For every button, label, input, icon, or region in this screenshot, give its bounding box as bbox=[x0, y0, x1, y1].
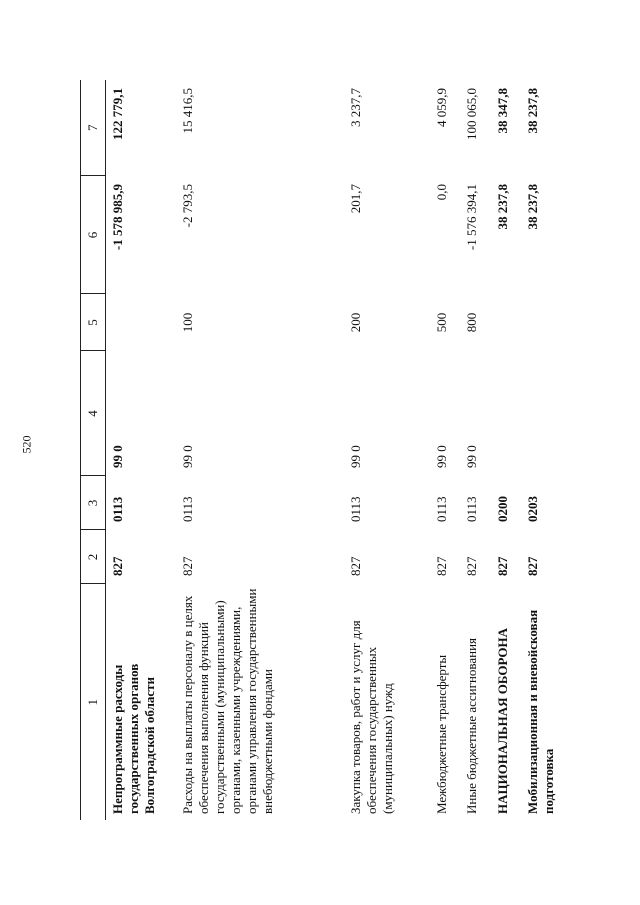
amount-total: 100 065,0 bbox=[463, 88, 479, 140]
amount-change: -1 578 985,9 bbox=[110, 184, 125, 251]
rotated-table-page bbox=[80, 80, 640, 820]
amount-change: 38 237,8 bbox=[524, 184, 540, 230]
target-article-code bbox=[521, 351, 575, 476]
table-row bbox=[430, 80, 460, 820]
row-name: НАЦИОНАЛЬНАЯ ОБОРОНА bbox=[494, 628, 510, 814]
section-code: 0113 bbox=[179, 496, 195, 522]
amount-change: 38 237,8 bbox=[494, 184, 510, 230]
column-header: 3 bbox=[81, 476, 106, 530]
amount-total: 38 347,8 bbox=[494, 88, 510, 134]
ministry-code: 827 bbox=[433, 556, 449, 576]
table-row bbox=[491, 80, 521, 820]
ministry-code: 827 bbox=[524, 556, 540, 576]
section-code: 0113 bbox=[110, 496, 125, 522]
expense-type-code: 800 bbox=[463, 312, 479, 333]
budget-table bbox=[80, 80, 575, 820]
row-name: Закупка товаров, работ и услуг для обеспечения государственных (муниципальных) нужд bbox=[347, 620, 395, 814]
column-header: 2 bbox=[81, 530, 106, 584]
section-code: 0113 bbox=[347, 496, 363, 522]
ministry-code: 827 bbox=[179, 556, 195, 576]
table-row bbox=[176, 80, 344, 820]
target-article-code: 99 0 bbox=[347, 445, 363, 468]
table-row bbox=[106, 80, 176, 820]
target-article-code: 99 0 bbox=[433, 445, 449, 468]
expense-type-code: 100 bbox=[179, 312, 195, 333]
section-code: 0203 bbox=[524, 496, 540, 522]
target-article-code: 99 0 bbox=[179, 445, 195, 468]
row-name: Мобилизационная и вневойсковая подготовка bbox=[524, 609, 556, 814]
ministry-code: 827 bbox=[494, 556, 510, 576]
table-row bbox=[344, 80, 430, 820]
column-header: 1 bbox=[81, 584, 106, 820]
table-row bbox=[521, 80, 575, 820]
ministry-code: 827 bbox=[463, 556, 479, 576]
section-code: 0200 bbox=[494, 496, 510, 522]
expense-type-code bbox=[106, 294, 176, 351]
amount-total: 15 416,5 bbox=[179, 88, 195, 134]
amount-change: -1 576 394,1 bbox=[463, 184, 479, 251]
target-article-code: 99 0 bbox=[463, 445, 479, 468]
target-article-code: 99 0 bbox=[110, 445, 125, 468]
amount-total: 3 237,7 bbox=[347, 88, 363, 127]
expense-type-code bbox=[491, 294, 521, 351]
amount-change: -2 793,5 bbox=[179, 184, 195, 228]
row-name: Расходы на выплаты персоналу в целях обеспечения выполнения функций государственными (муниципальными) органами, казенными учреждениями, органами управления государственными внебюджетными фондами bbox=[179, 588, 275, 814]
column-header: 4 bbox=[81, 351, 106, 476]
column-header: 6 bbox=[81, 176, 106, 294]
header-row bbox=[81, 80, 106, 820]
expense-type-code bbox=[521, 294, 575, 351]
amount-total: 122 779,1 bbox=[110, 88, 125, 140]
table-row bbox=[460, 80, 491, 820]
section-code: 0113 bbox=[463, 496, 479, 522]
page-number: 520 bbox=[19, 435, 34, 454]
amount-total: 38 237,8 bbox=[524, 88, 540, 134]
ministry-code: 827 bbox=[347, 556, 363, 576]
ministry-code: 827 bbox=[110, 556, 125, 576]
expense-type-code: 200 bbox=[347, 312, 363, 333]
amount-total: 4 059,9 bbox=[433, 88, 449, 127]
row-name: Непрограммные расходы государственных органов Волгоградской области bbox=[110, 663, 157, 814]
row-name: Межбюджетные трансферты bbox=[433, 654, 449, 814]
amount-change: 201,7 bbox=[347, 184, 363, 214]
row-name: Иные бюджетные ассигнования bbox=[463, 637, 479, 814]
amount-change: 0,0 bbox=[433, 184, 449, 201]
target-article-code bbox=[491, 351, 521, 476]
column-header: 5 bbox=[81, 294, 106, 351]
section-code: 0113 bbox=[433, 496, 449, 522]
expense-type-code: 500 bbox=[433, 312, 449, 333]
column-header: 7 bbox=[81, 80, 106, 176]
